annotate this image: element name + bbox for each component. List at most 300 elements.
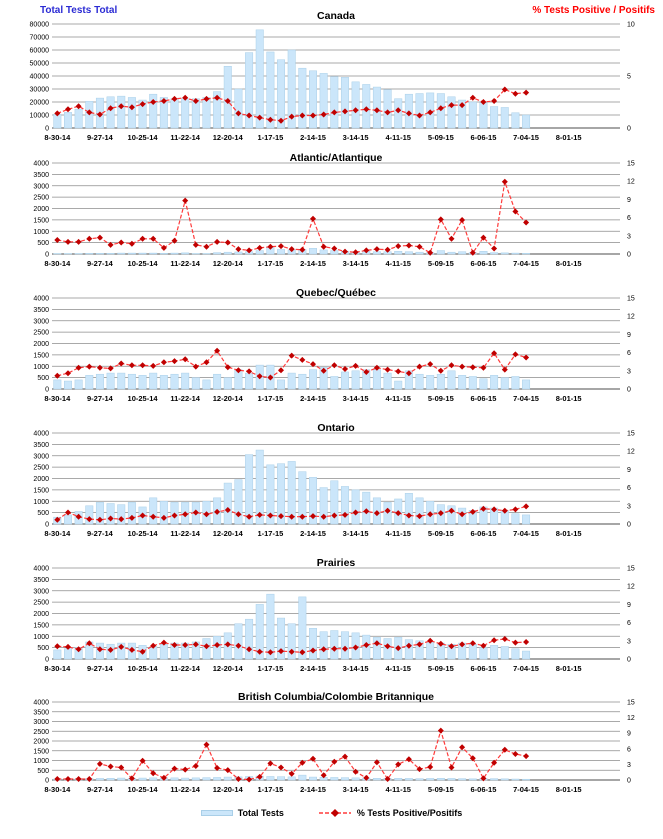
bar — [213, 253, 220, 254]
diamond-marker — [459, 364, 465, 370]
diamond-marker — [342, 366, 348, 372]
svg-text:3000: 3000 — [33, 588, 49, 596]
bar — [331, 777, 338, 780]
bar — [64, 515, 71, 524]
svg-text:11-22-14: 11-22-14 — [170, 259, 200, 268]
svg-text:3500: 3500 — [33, 441, 49, 449]
svg-text:10-25-14: 10-25-14 — [127, 394, 158, 403]
bar — [224, 252, 231, 254]
diamond-marker — [523, 90, 529, 96]
bar — [277, 380, 284, 389]
bar — [224, 777, 231, 780]
svg-text:3-14-15: 3-14-15 — [342, 259, 369, 268]
svg-text:9: 9 — [627, 466, 631, 474]
svg-text:10-25-14: 10-25-14 — [127, 133, 158, 142]
svg-text:70000: 70000 — [29, 34, 49, 42]
bar — [128, 374, 135, 389]
svg-text:1000: 1000 — [33, 363, 49, 371]
bar — [160, 253, 167, 254]
bar — [480, 379, 487, 389]
svg-text:1000: 1000 — [33, 228, 49, 236]
svg-text:6: 6 — [627, 350, 631, 358]
svg-text:3: 3 — [627, 503, 631, 511]
diamond-marker — [491, 246, 497, 252]
bar — [341, 778, 348, 780]
bar — [118, 96, 125, 128]
diamond-marker — [438, 728, 444, 734]
svg-text:2500: 2500 — [33, 599, 49, 607]
bar — [458, 375, 465, 389]
bar — [341, 77, 348, 128]
svg-text:40000: 40000 — [29, 73, 49, 81]
panel-title: Quebec/Québec — [296, 287, 376, 299]
diamond-marker — [427, 764, 433, 770]
diamond-marker — [512, 91, 518, 97]
diamond-marker — [204, 244, 210, 250]
svg-text:1-17-15: 1-17-15 — [257, 664, 284, 673]
bar — [416, 94, 423, 128]
svg-text:4000: 4000 — [33, 565, 49, 573]
svg-text:3-14-15: 3-14-15 — [342, 785, 369, 794]
svg-text:1000: 1000 — [33, 498, 49, 506]
bar — [437, 778, 444, 780]
gridlines — [52, 702, 620, 780]
bar — [501, 646, 508, 659]
svg-text:8-30-14: 8-30-14 — [44, 133, 71, 142]
diamond-marker — [523, 503, 529, 509]
bar — [96, 374, 103, 389]
bar — [171, 778, 178, 780]
bar — [490, 253, 497, 254]
svg-text:12-20-14: 12-20-14 — [212, 133, 243, 142]
svg-text:0: 0 — [627, 125, 631, 133]
bar — [107, 373, 114, 389]
svg-text:3: 3 — [627, 233, 631, 241]
panel-atlantic-chart — [0, 148, 663, 283]
bar — [181, 778, 188, 780]
svg-text:6-06-15: 6-06-15 — [470, 664, 497, 673]
panel-canada-chart — [0, 0, 663, 148]
bar — [118, 253, 125, 254]
panel-quebec-chart — [0, 283, 663, 418]
svg-text:8-01-15: 8-01-15 — [555, 394, 582, 403]
svg-text:15: 15 — [627, 295, 635, 303]
bar — [522, 253, 529, 254]
svg-text:8-01-15: 8-01-15 — [555, 529, 582, 538]
svg-text:15: 15 — [627, 160, 635, 168]
svg-text:12: 12 — [627, 448, 635, 456]
svg-text:1500: 1500 — [33, 217, 49, 225]
panel-title: British Columbia/Colombie Britannique — [237, 691, 435, 703]
diamond-marker — [299, 357, 305, 363]
bar — [139, 778, 146, 780]
svg-text:6-06-15: 6-06-15 — [470, 394, 497, 403]
diamond-marker — [512, 751, 518, 757]
svg-text:4-11-15: 4-11-15 — [385, 394, 411, 403]
bar — [501, 779, 508, 780]
svg-text:7-04-15: 7-04-15 — [513, 664, 539, 673]
svg-text:6-06-15: 6-06-15 — [470, 529, 497, 538]
bar — [107, 97, 114, 128]
diamond-marker — [97, 235, 103, 241]
diamond-marker — [502, 179, 508, 185]
diamond-marker — [289, 353, 295, 359]
bar — [181, 253, 188, 254]
panel-title: Prairies — [316, 557, 356, 569]
svg-text:0: 0 — [627, 386, 631, 394]
bar — [320, 250, 327, 254]
svg-text:8-01-15: 8-01-15 — [555, 785, 582, 794]
svg-text:3-14-15: 3-14-15 — [342, 664, 369, 673]
svg-text:8-30-14: 8-30-14 — [44, 664, 71, 673]
bar — [320, 73, 327, 128]
svg-text:4000: 4000 — [33, 295, 49, 303]
bar — [181, 373, 188, 389]
diamond-marker — [108, 764, 114, 770]
svg-text:8-01-15: 8-01-15 — [555, 259, 582, 268]
svg-text:20000: 20000 — [29, 99, 49, 107]
bar — [139, 253, 146, 254]
bar — [405, 778, 412, 780]
svg-text:15: 15 — [627, 430, 635, 438]
bar — [384, 373, 391, 389]
bar — [213, 374, 220, 389]
bar — [299, 775, 306, 780]
bar — [54, 380, 61, 389]
bar — [277, 777, 284, 780]
svg-text:1-17-15: 1-17-15 — [257, 259, 284, 268]
svg-text:500: 500 — [37, 240, 49, 248]
bar — [480, 103, 487, 128]
bar — [245, 619, 252, 659]
bar — [512, 514, 519, 524]
bar — [363, 84, 370, 128]
diamond-marker — [204, 742, 210, 748]
bar — [522, 115, 529, 128]
bar — [149, 373, 156, 389]
svg-text:9-27-14: 9-27-14 — [87, 529, 113, 538]
svg-text:1000: 1000 — [33, 633, 49, 641]
bar — [235, 252, 242, 254]
bar — [96, 253, 103, 254]
bar — [118, 373, 125, 389]
svg-text:2-14-15: 2-14-15 — [300, 664, 326, 673]
svg-text:6-06-15: 6-06-15 — [470, 133, 497, 142]
svg-text:10-25-14: 10-25-14 — [127, 529, 158, 538]
bar — [458, 252, 465, 254]
svg-text:2500: 2500 — [33, 464, 49, 472]
bar — [416, 252, 423, 254]
diamond-marker — [65, 370, 71, 376]
bar — [512, 376, 519, 389]
svg-text:2-14-15: 2-14-15 — [300, 133, 326, 142]
bar — [64, 649, 71, 659]
bar — [160, 375, 167, 389]
svg-text:0: 0 — [45, 521, 49, 529]
diamond-marker — [331, 362, 337, 368]
bar — [448, 371, 455, 389]
svg-text:80000: 80000 — [29, 21, 49, 29]
bar — [512, 779, 519, 780]
diamond-marker — [438, 368, 444, 374]
svg-text:12-20-14: 12-20-14 — [212, 259, 243, 268]
svg-text:1-17-15: 1-17-15 — [257, 394, 284, 403]
svg-text:2000: 2000 — [33, 611, 49, 618]
bar — [331, 631, 338, 659]
panel-title: Canada — [317, 10, 355, 22]
svg-text:11-22-14: 11-22-14 — [170, 529, 200, 538]
diamond-marker — [502, 636, 508, 642]
svg-text:6-06-15: 6-06-15 — [470, 785, 497, 794]
diamond-marker — [438, 216, 444, 222]
bar — [501, 253, 508, 254]
diamond-marker — [512, 640, 518, 646]
bar — [320, 632, 327, 659]
svg-text:1500: 1500 — [33, 487, 49, 495]
diamond-marker — [118, 240, 124, 246]
bar — [107, 778, 114, 780]
bar — [448, 778, 455, 780]
diamond-marker — [459, 744, 465, 750]
bar — [64, 381, 71, 389]
diamond-marker — [235, 246, 241, 252]
bar — [75, 109, 82, 128]
svg-text:3500: 3500 — [33, 171, 49, 179]
bar — [352, 490, 359, 524]
svg-text:4-11-15: 4-11-15 — [385, 785, 411, 794]
svg-text:3500: 3500 — [33, 576, 49, 584]
svg-text:6: 6 — [627, 746, 631, 754]
svg-text:10-25-14: 10-25-14 — [127, 785, 158, 794]
svg-text:7-04-15: 7-04-15 — [513, 785, 539, 794]
svg-text:2500: 2500 — [33, 329, 49, 337]
svg-text:2-14-15: 2-14-15 — [300, 259, 326, 268]
svg-text:50000: 50000 — [29, 60, 49, 68]
svg-text:8-30-14: 8-30-14 — [44, 259, 71, 268]
diamond-marker — [491, 637, 497, 643]
legend-total-tests — [201, 808, 284, 818]
svg-text:9-27-14: 9-27-14 — [87, 259, 113, 268]
svg-text:4-11-15: 4-11-15 — [385, 664, 411, 673]
diamond-marker — [54, 237, 60, 243]
bar — [96, 778, 103, 780]
bar — [426, 642, 433, 659]
diamond-marker — [449, 765, 455, 771]
svg-text:11-22-14: 11-22-14 — [170, 785, 200, 794]
svg-text:3-14-15: 3-14-15 — [342, 394, 369, 403]
diamond-marker — [491, 98, 497, 104]
diamond-marker — [150, 363, 156, 369]
diamond-marker — [129, 241, 135, 247]
diamond-marker — [449, 362, 455, 368]
svg-text:2500: 2500 — [33, 728, 49, 736]
bar — [309, 777, 316, 780]
svg-text:3000: 3000 — [33, 318, 49, 326]
diamond-marker — [523, 639, 529, 645]
diamond-marker — [449, 236, 455, 242]
svg-text:3: 3 — [627, 638, 631, 646]
svg-text:9-27-14: 9-27-14 — [87, 394, 113, 403]
bar — [299, 68, 306, 128]
svg-text:11-22-14: 11-22-14 — [170, 394, 200, 403]
svg-text:30000: 30000 — [29, 86, 49, 94]
bar — [416, 498, 423, 524]
svg-text:2000: 2000 — [33, 206, 49, 213]
diamond-marker — [97, 761, 103, 767]
bar — [299, 374, 306, 389]
bar — [171, 253, 178, 254]
diamond-marker — [225, 240, 231, 246]
diamond-marker — [278, 367, 284, 373]
svg-text:1500: 1500 — [33, 748, 49, 756]
svg-text:12: 12 — [627, 313, 635, 321]
bar — [490, 107, 497, 128]
svg-text:5-09-15: 5-09-15 — [427, 664, 454, 673]
svg-text:1000: 1000 — [33, 758, 49, 765]
bar — [490, 645, 497, 659]
svg-text:6: 6 — [627, 485, 631, 493]
diamond-marker — [76, 365, 82, 371]
panel-title: Atlantic/Atlantique — [289, 152, 383, 164]
diamond-marker — [321, 244, 327, 250]
bar — [309, 628, 316, 659]
bar — [405, 493, 412, 524]
svg-text:3500: 3500 — [33, 709, 49, 717]
svg-text:9: 9 — [627, 331, 631, 339]
bar — [256, 30, 263, 128]
bars-total-tests — [54, 30, 530, 128]
bar — [448, 252, 455, 254]
svg-text:3: 3 — [627, 761, 631, 769]
bar — [149, 498, 156, 524]
svg-text:2000: 2000 — [33, 476, 49, 483]
bar — [501, 107, 508, 128]
bar — [426, 778, 433, 780]
bar — [469, 779, 476, 780]
diamond-marker — [140, 362, 146, 368]
svg-text:4000: 4000 — [33, 699, 49, 707]
bar — [235, 624, 242, 659]
svg-text:8-01-15: 8-01-15 — [555, 133, 582, 142]
diamond-marker — [118, 361, 124, 367]
left-axis-title: Total Tests Total — [40, 5, 118, 16]
bar — [128, 97, 135, 128]
bar — [75, 380, 82, 389]
bar — [203, 97, 210, 128]
svg-text:1-17-15: 1-17-15 — [257, 133, 284, 142]
diamond-marker — [459, 217, 465, 223]
svg-text:6: 6 — [627, 620, 631, 628]
svg-text:2-14-15: 2-14-15 — [300, 529, 326, 538]
bar — [395, 99, 402, 128]
bar — [171, 99, 178, 128]
bar — [395, 778, 402, 780]
svg-text:9-27-14: 9-27-14 — [87, 133, 113, 142]
gridlines — [52, 298, 620, 389]
svg-text:6-06-15: 6-06-15 — [470, 259, 497, 268]
diamond-marker — [512, 506, 518, 512]
svg-text:3: 3 — [627, 368, 631, 376]
bar — [501, 378, 508, 389]
svg-text:5: 5 — [627, 73, 631, 81]
diamond-marker — [76, 776, 82, 782]
diamond-marker — [257, 245, 263, 251]
diamond-marker — [86, 236, 92, 242]
bars-total-tests — [54, 365, 530, 389]
bar — [331, 376, 338, 389]
svg-text:3-14-15: 3-14-15 — [342, 133, 369, 142]
diamond-marker — [523, 355, 529, 361]
bar — [107, 253, 114, 254]
bar — [480, 251, 487, 254]
bar — [86, 253, 93, 254]
svg-text:4-11-15: 4-11-15 — [385, 529, 411, 538]
bar — [341, 632, 348, 659]
svg-text:2000: 2000 — [33, 341, 49, 348]
svg-text:9: 9 — [627, 730, 631, 738]
bar — [213, 777, 220, 780]
svg-text:5-09-15: 5-09-15 — [427, 785, 454, 794]
svg-text:9-27-14: 9-27-14 — [87, 785, 113, 794]
diamond-marker — [395, 368, 401, 374]
diamond-marker — [129, 362, 135, 368]
svg-text:0: 0 — [45, 125, 49, 133]
svg-text:0: 0 — [45, 386, 49, 394]
bar — [469, 102, 476, 128]
bar — [288, 373, 295, 389]
bar — [341, 372, 348, 389]
bar — [149, 778, 156, 780]
bar — [245, 373, 252, 389]
diamond-marker — [214, 239, 220, 245]
svg-text:8-30-14: 8-30-14 — [44, 394, 71, 403]
diamond-marker — [65, 106, 71, 112]
svg-text:8-01-15: 8-01-15 — [555, 664, 582, 673]
bar-swatch-icon — [201, 810, 233, 816]
bar — [384, 90, 391, 128]
svg-text:15: 15 — [627, 565, 635, 573]
bar — [267, 594, 274, 659]
svg-text:0: 0 — [627, 656, 631, 664]
bar — [128, 253, 135, 254]
diamond-marker — [310, 216, 316, 222]
bar — [224, 66, 231, 128]
bar — [363, 492, 370, 524]
diamond-marker — [172, 358, 178, 364]
svg-text:10-25-14: 10-25-14 — [127, 664, 158, 673]
bar — [469, 376, 476, 389]
diamond-marker — [225, 364, 231, 370]
bar — [490, 779, 497, 780]
svg-text:2-14-15: 2-14-15 — [300, 785, 326, 794]
bar — [352, 371, 359, 389]
svg-text:5-09-15: 5-09-15 — [427, 394, 454, 403]
bar — [405, 640, 412, 659]
panel-ontario-chart — [0, 418, 663, 553]
bar — [522, 779, 529, 780]
svg-text:5-09-15: 5-09-15 — [427, 133, 454, 142]
svg-text:2500: 2500 — [33, 194, 49, 202]
svg-text:7-04-15: 7-04-15 — [513, 529, 539, 538]
bar — [373, 778, 380, 780]
svg-text:0: 0 — [627, 777, 631, 785]
svg-text:4000: 4000 — [33, 430, 49, 438]
svg-text:12-20-14: 12-20-14 — [212, 785, 243, 794]
svg-text:500: 500 — [37, 375, 49, 383]
diamond-marker — [97, 365, 103, 371]
svg-text:4-11-15: 4-11-15 — [385, 259, 411, 268]
svg-text:2000: 2000 — [33, 738, 49, 746]
